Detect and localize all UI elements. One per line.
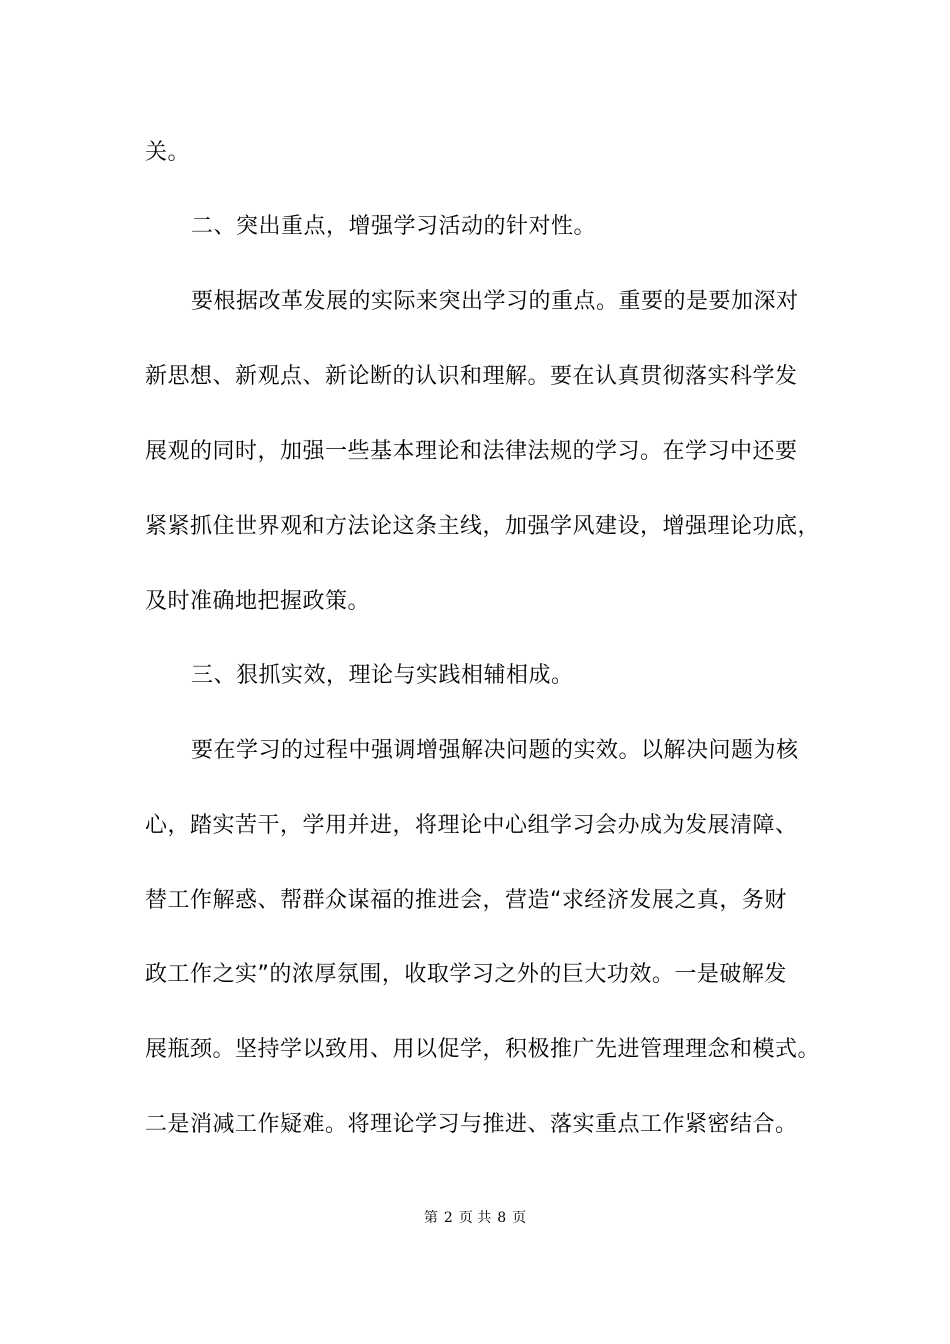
footer-page-number: 2 bbox=[443, 1210, 453, 1226]
paragraph-line-12: 政工作之实”的浓厚氛围，收取学习之外的巨大功效。一是破解发 bbox=[145, 962, 787, 987]
footer-suffix: 页 bbox=[512, 1210, 527, 1226]
footer-middle: 页 共 bbox=[458, 1210, 492, 1226]
paragraph-line-5: 展观的同时，加强一些基本理论和法律法规的学习。在学习中还要 bbox=[145, 439, 798, 464]
section-heading-3: 三、狠抓实效，理论与实践相辅相成。 bbox=[191, 663, 574, 688]
paragraph-line-4: 新思想、新观点、新论断的认识和理解。要在认真贯彻落实科学发 bbox=[145, 364, 798, 389]
paragraph-line-1: 关。 bbox=[145, 140, 191, 165]
section-heading-2: 二、突出重点，增强学习活动的针对性。 bbox=[191, 214, 597, 239]
paragraph-line-11: 替工作解惑、帮群众谋福的推进会，营造“求经济发展之真，务财 bbox=[145, 888, 787, 913]
footer-prefix: 第 bbox=[423, 1210, 438, 1226]
paragraph-line-6: 紧紧抓住世界观和方法论这条主线，加强学风建设，增强理论功底， bbox=[145, 514, 821, 539]
page-footer bbox=[0, 1208, 950, 1228]
paragraph-line-3: 要根据改革发展的实际来突出学习的重点。重要的是要加深对 bbox=[191, 289, 799, 314]
footer-total-pages: 8 bbox=[497, 1210, 507, 1226]
paragraph-line-7: 及时准确地把握政策。 bbox=[145, 589, 371, 614]
paragraph-line-10: 心，踏实苦干，学用并进，将理论中心组学习会办成为发展清障、 bbox=[145, 813, 798, 838]
paragraph-line-9: 要在学习的过程中强调增强解决问题的实效。以解决问题为核 bbox=[191, 738, 799, 763]
paragraph-line-14: 二是消减工作疑难。将理论学习与推进、落实重点工作紧密结合。 bbox=[145, 1112, 798, 1137]
paragraph-line-13: 展瓶颈。坚持学以致用、用以促学，积极推广先进管理理念和模式。 bbox=[145, 1037, 821, 1062]
